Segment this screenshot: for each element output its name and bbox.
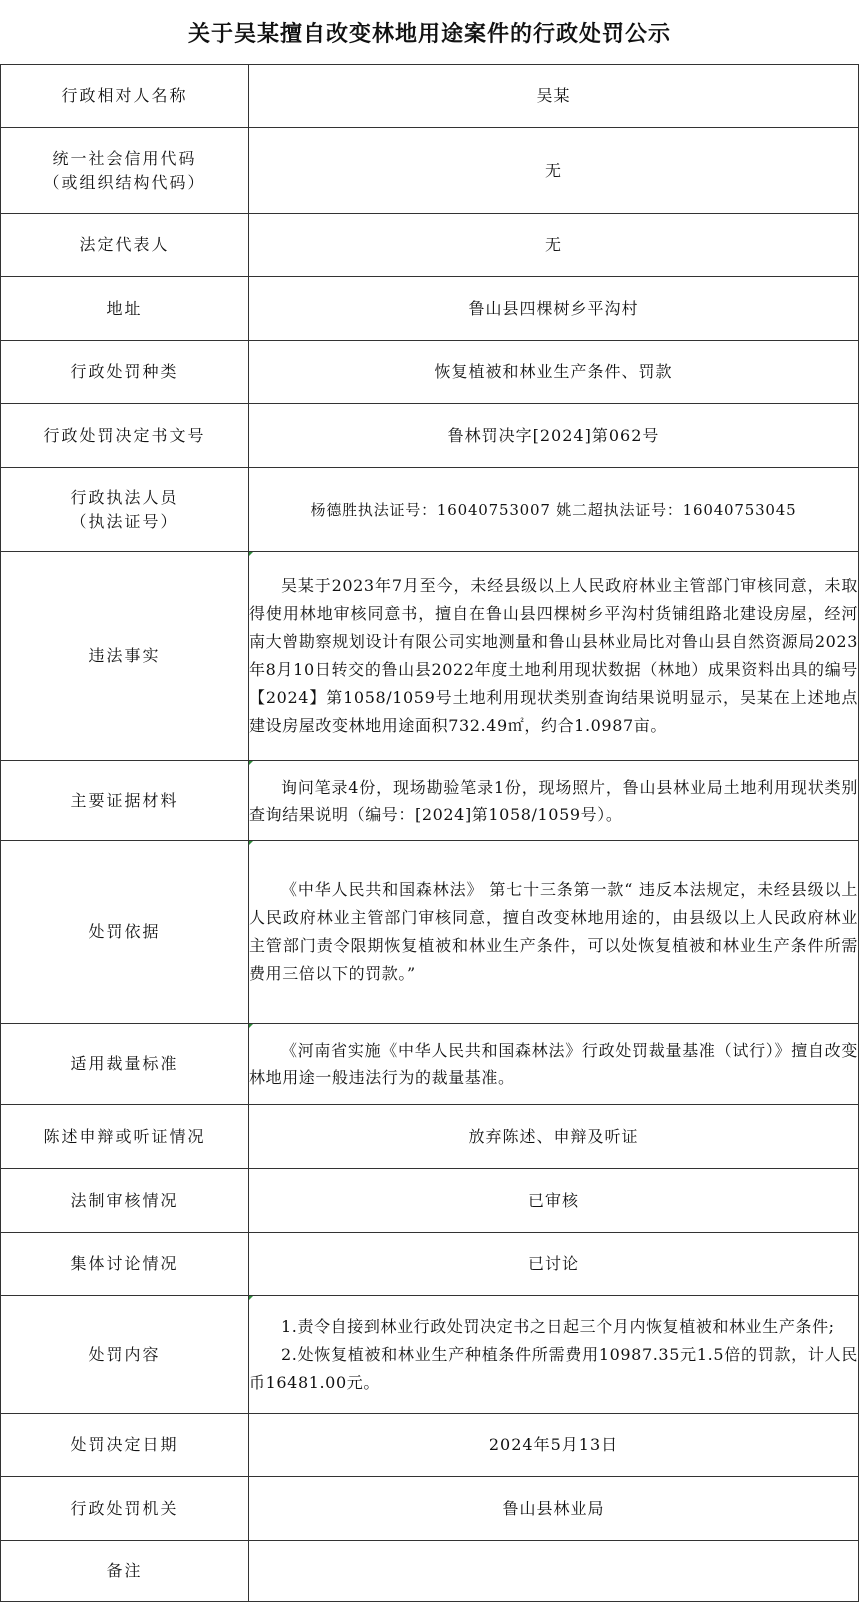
- row-value: 恢复植被和林业生产条件、罚款: [249, 341, 859, 404]
- row-label: 违法事实: [1, 552, 249, 761]
- row-label-line: （或组织结构代码）: [43, 172, 206, 192]
- table-row: [1, 1541, 859, 1602]
- row-label-line: 统一社会信用代码: [52, 148, 197, 168]
- row-value: 已审核: [249, 1169, 859, 1233]
- table-row: [1, 761, 859, 841]
- table-row: [1, 1477, 859, 1541]
- table-row: [1, 277, 859, 341]
- row-value: 鲁山县林业局: [249, 1477, 859, 1541]
- paragraph: 1.责令自接到林业行政处罚决定书之日起三个月内恢复植被和林业生产条件;: [281, 1316, 835, 1336]
- row-label: 处罚依据: [1, 841, 249, 1024]
- row-value: 已讨论: [249, 1233, 859, 1296]
- row-label: 备注: [1, 1541, 249, 1602]
- table-row: [1, 1233, 859, 1296]
- table-row: [1, 128, 859, 214]
- row-label: 处罚决定日期: [1, 1414, 249, 1477]
- row-label: 行政处罚种类: [1, 341, 249, 404]
- row-value: 杨德胜执法证号：16040753007 姚二超执法证号：16040753045: [249, 468, 859, 552]
- row-label: 适用裁量标准: [1, 1024, 249, 1105]
- row-label: 主要证据材料: [1, 761, 249, 841]
- row-label: 行政处罚决定书文号: [1, 404, 249, 468]
- table-row: [1, 65, 859, 128]
- table-row: [1, 1105, 859, 1169]
- row-value: [249, 552, 859, 761]
- paragraph: 吴某于2023年7月至今，未经县级以上人民政府林业主管部门审核同意，未取得使用林地审核同意书，擅自在鲁山县四棵树乡平沟村货铺组路北建设房屋，经河南大曾勘察规划设计有限公司实地测量和鲁山县林业局比对鲁山县自然资源局2023年8月10日转交的鲁山县2022年度土地利用现状数据（林地）成果资料出具的编号【2024】第1058/1059号土地利用现状类别查询结果说明显示，吴某在上述地点建设房屋改变林地用途面积732.49㎡，约合1.0987亩。: [249, 576, 858, 735]
- row-label: 陈述申辩或听证情况: [1, 1105, 249, 1169]
- row-value: 吴某: [249, 65, 859, 128]
- row-value: 无: [249, 128, 859, 214]
- table-row: [1, 1169, 859, 1233]
- row-label: 行政相对人名称: [1, 65, 249, 128]
- row-value: 放弃陈述、申辩及听证: [249, 1105, 859, 1169]
- row-value: [249, 1024, 859, 1105]
- row-value: 2024年5月13日: [249, 1414, 859, 1477]
- paragraph: 《中华人民共和国森林法》 第七十三条第一款“ 违反本法规定，未经县级以上人民政府林业主管部门审核同意，擅自改变林地用途的，由县级以上人民政府林业主管部门责令限期恢复植被和林业生产条件，可以处恢复植被和林业生产条件所需费用三倍以下的罚款。”: [249, 880, 858, 983]
- row-label: 集体讨论情况: [1, 1233, 249, 1296]
- row-label: 地址: [1, 277, 249, 341]
- row-label: [1, 468, 249, 552]
- table-row: [1, 1024, 859, 1105]
- table-row: [1, 214, 859, 277]
- row-value: [249, 1541, 859, 1602]
- page-title: 关于吴某擅自改变林地用途案件的行政处罚公示: [187, 21, 671, 47]
- table-row: [1, 468, 859, 552]
- row-value: 无: [249, 214, 859, 277]
- row-label: [1, 128, 249, 214]
- table-row: [1, 1296, 859, 1414]
- row-label: 法定代表人: [1, 214, 249, 277]
- paragraph: 2.处恢复植被和林业生产种植条件所需费用10987.35元1.5倍的罚款，计人民币16481.00元。: [249, 1344, 858, 1392]
- row-label-line: 行政执法人员: [70, 487, 179, 507]
- row-label-line: （执法证号）: [70, 511, 179, 531]
- row-value: 鲁林罚决字[2024]第062号: [249, 404, 859, 468]
- row-value: [249, 841, 859, 1024]
- paragraph: 询问笔录4份，现场勘验笔录1份，现场照片，鲁山县林业局土地利用现状类别查询结果说明（编号：[2024]第1058/1059号）。: [249, 777, 858, 824]
- row-label: 法制审核情况: [1, 1169, 249, 1233]
- row-label: 行政处罚机关: [1, 1477, 249, 1541]
- row-value: [249, 761, 859, 841]
- penalty-table: [0, 64, 859, 1602]
- row-value: [249, 1296, 859, 1414]
- paragraph: 《河南省实施《中华人民共和国森林法》行政处罚裁量基准（试行）》擅自改变林地用途一般违法行为的裁量基准。: [249, 1041, 858, 1087]
- table-row: [1, 341, 859, 404]
- table-row: [1, 552, 859, 761]
- row-value: 鲁山县四棵树乡平沟村: [249, 277, 859, 341]
- table-row: [1, 841, 859, 1024]
- row-label: 处罚内容: [1, 1296, 249, 1414]
- table-row: [1, 404, 859, 468]
- table-row: [1, 1414, 859, 1477]
